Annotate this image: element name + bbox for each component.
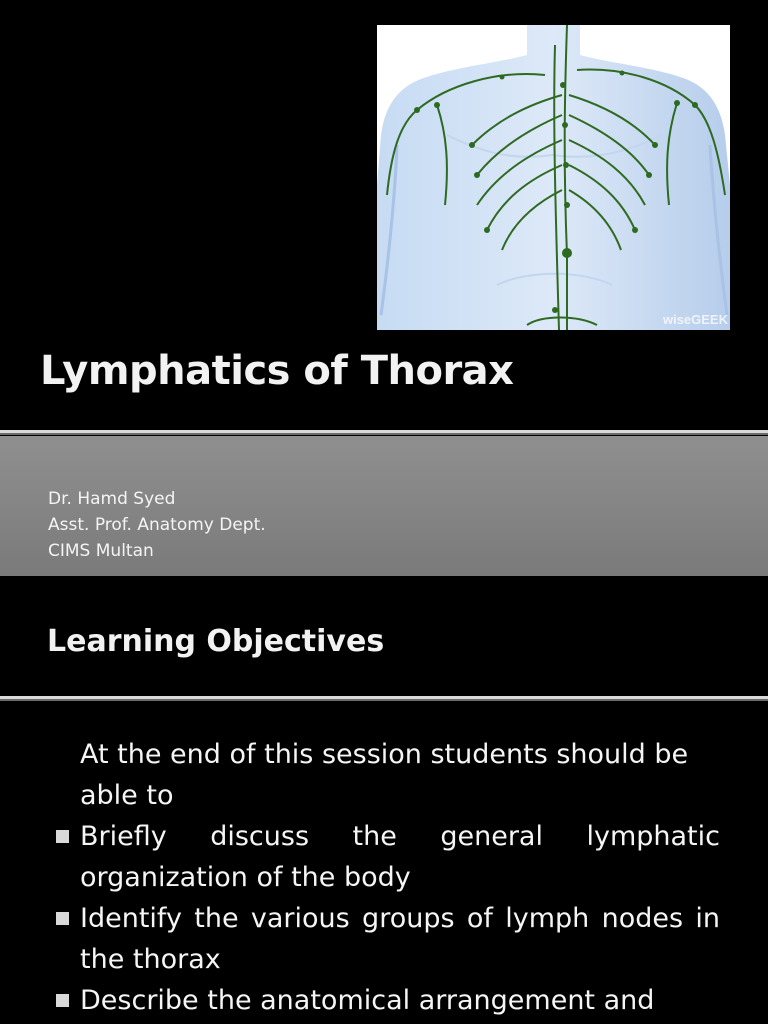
- objectives-body: [80, 734, 720, 1021]
- author-block: [48, 486, 266, 564]
- slide-title: Lymphatics of Thorax: [40, 348, 514, 394]
- square-bullet-icon: [56, 912, 69, 925]
- objectives-slide: [0, 576, 768, 1024]
- subtitle-band: [0, 436, 768, 576]
- objective-item: [80, 816, 720, 898]
- author-position: Asst. Prof. Anatomy Dept.: [48, 515, 266, 535]
- objectives-title: Learning Objectives: [47, 624, 385, 659]
- torso-lymph-drawing: [377, 25, 730, 330]
- lymphatic-torso-illustration: [377, 25, 730, 330]
- objectives-divider-shadow: [0, 699, 768, 701]
- author-institution: CIMS Multan: [48, 541, 154, 561]
- square-bullet-icon: [56, 994, 69, 1007]
- objective-item: [80, 980, 720, 1021]
- objective-item: [80, 898, 720, 980]
- square-bullet-icon: [56, 830, 69, 843]
- objective-text: Identify the various groups of lymph nodes in the thorax: [80, 903, 720, 975]
- author-name: Dr. Hamd Syed: [48, 489, 176, 509]
- objectives-intro: At the end of this session students should be able to: [80, 739, 689, 811]
- objective-text: Briefly discuss the general lymphatic organization of the body: [80, 821, 720, 893]
- title-divider-shadow: [0, 433, 768, 435]
- objective-text: Describe the anatomical arrangement and: [80, 985, 655, 1016]
- watermark: wiseGEEK: [662, 312, 728, 327]
